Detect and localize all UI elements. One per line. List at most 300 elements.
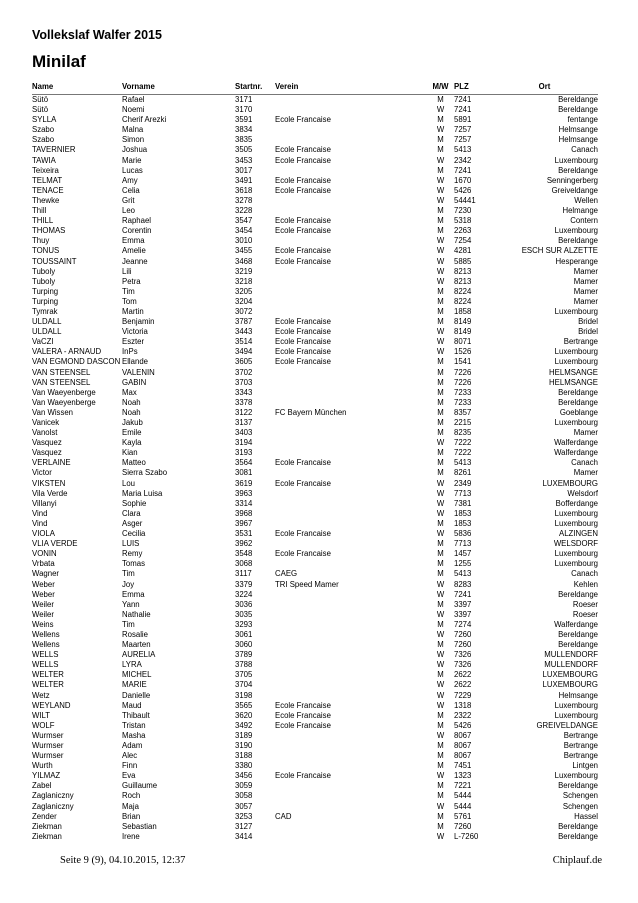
cell-ort: Walferdange <box>554 448 598 458</box>
cell-name: WELTER <box>32 680 64 690</box>
cell-plz: 7233 <box>454 397 472 407</box>
cell-startnr: 3061 <box>235 629 253 639</box>
cell-name: Teixeira <box>32 165 59 175</box>
cell-startnr: 3605 <box>235 357 253 367</box>
cell-name: Vanolst <box>32 428 58 438</box>
cell-startnr: 3443 <box>235 327 253 337</box>
cell-name: Vanicek <box>32 418 60 427</box>
cell-startnr: 3962 <box>235 539 253 549</box>
cell-mw: M <box>437 549 444 559</box>
cell-name: VAN STEENSEL <box>32 377 91 387</box>
cell-plz: 7260 <box>454 821 472 831</box>
cell-vorname: Masha <box>122 730 146 740</box>
cell-vorname: Maja <box>122 801 139 811</box>
cell-mw: M <box>437 165 444 175</box>
cell-vorname: Sophie <box>122 498 147 508</box>
cell-vorname: Alec <box>122 751 138 761</box>
cell-name: WOLF <box>32 720 55 730</box>
table-row <box>32 650 598 660</box>
cell-mw: W <box>436 700 445 710</box>
cell-plz: 1853 <box>454 508 472 518</box>
table-row <box>32 519 598 529</box>
table-row <box>32 287 598 297</box>
cell-startnr: 3789 <box>235 650 253 660</box>
cell-name: Thill <box>32 206 47 216</box>
cell-mw: W <box>436 730 445 740</box>
cell-verein: Ecole Francaise <box>275 549 331 559</box>
cell-startnr: 3468 <box>235 256 253 266</box>
cell-mw: W <box>436 276 445 286</box>
cell-name: Vasquez <box>32 438 62 448</box>
cell-plz: 2215 <box>454 418 472 427</box>
table-row <box>32 489 598 499</box>
cell-verein: Ecole Francaise <box>275 357 331 367</box>
cell-mw: M <box>437 206 444 216</box>
cell-mw: M <box>437 95 444 104</box>
table-row <box>32 670 598 680</box>
cell-startnr: 3010 <box>235 236 253 246</box>
cell-verein: CAEG <box>275 569 298 579</box>
column-header-startnr: Startnr. <box>232 80 275 95</box>
cell-vorname: Jeanne <box>122 256 148 266</box>
cell-mw: M <box>437 367 444 377</box>
cell-plz: 5761 <box>454 811 472 821</box>
cell-mw: M <box>437 286 444 296</box>
table-row <box>32 257 598 267</box>
cell-verein: Ecole Francaise <box>275 145 331 155</box>
cell-name: Turping <box>32 296 59 306</box>
cell-verein <box>275 105 427 115</box>
cell-name: Wurmser <box>32 751 64 761</box>
cell-name: Szabo <box>32 135 55 145</box>
cell-name: Wetz <box>32 690 50 700</box>
table-row <box>32 317 598 327</box>
cell-plz: 2622 <box>454 680 472 690</box>
table-row <box>32 388 598 398</box>
cell-verein <box>275 559 427 569</box>
cell-name: Weins <box>32 619 54 629</box>
cell-vorname: LYRA <box>122 660 142 670</box>
cell-mw: M <box>437 407 444 417</box>
cell-mw: M <box>437 569 444 579</box>
cell-name: WEYLAND <box>32 700 71 710</box>
cell-name: TAWIA <box>32 155 56 165</box>
cell-vorname: Joy <box>122 579 135 589</box>
cell-startnr: 3591 <box>235 115 253 125</box>
table-row <box>32 468 598 478</box>
cell-ort: ESCH SUR ALZETTE <box>521 246 598 256</box>
table-row <box>32 791 598 801</box>
cell-plz: 5891 <box>454 115 472 125</box>
cell-startnr: 3564 <box>235 458 253 468</box>
cell-ort: Kehlen <box>573 579 598 589</box>
cell-plz: 7274 <box>454 619 472 629</box>
cell-startnr: 3491 <box>235 175 253 185</box>
cell-mw: W <box>436 236 445 246</box>
cell-mw: M <box>437 710 444 720</box>
cell-startnr: 3378 <box>235 397 253 407</box>
cell-ort: Luxembourg <box>554 518 598 528</box>
cell-plz: 7257 <box>454 125 472 135</box>
cell-vorname: Petra <box>122 276 141 286</box>
cell-vorname: Simon <box>122 135 145 145</box>
cell-verein <box>275 670 427 680</box>
cell-name: Wurmser <box>32 730 64 740</box>
cell-vorname: Danielle <box>122 690 151 700</box>
cell-plz: 2349 <box>454 478 472 488</box>
cell-name: VIOLA <box>32 529 55 539</box>
cell-vorname: Cherif Arezki <box>122 115 167 125</box>
table-row <box>32 620 598 630</box>
cell-startnr: 3068 <box>235 559 253 569</box>
table-row <box>32 832 598 842</box>
cell-startnr: 3705 <box>235 670 253 680</box>
table-row <box>32 761 598 771</box>
cell-verein <box>275 509 427 519</box>
cell-mw: W <box>436 478 445 488</box>
cell-plz: 1526 <box>454 347 472 357</box>
cell-startnr: 3035 <box>235 609 253 619</box>
cell-ort: Schengen <box>562 801 598 811</box>
cell-plz: 3397 <box>454 609 472 619</box>
cell-startnr: 3454 <box>235 226 253 236</box>
cell-vorname: Sierra Szabo <box>122 468 168 478</box>
cell-plz: 7222 <box>454 438 472 448</box>
cell-ort: Mamer <box>573 296 598 306</box>
cell-startnr: 3702 <box>235 367 253 377</box>
cell-plz: 8213 <box>454 266 472 276</box>
cell-ort: Lintgen <box>572 761 598 771</box>
cell-vorname: Max <box>122 387 137 397</box>
cell-ort: Roeser <box>572 609 598 619</box>
cell-name: Sütö <box>32 95 49 104</box>
table-row <box>32 529 598 539</box>
cell-ort: Mamer <box>573 276 598 286</box>
cell-vorname: Kayla <box>122 438 142 448</box>
column-header-vorname: Vorname <box>122 80 232 95</box>
cell-ort: Bereldange <box>558 640 598 650</box>
table-row <box>32 357 598 367</box>
cell-ort: Schengen <box>562 791 598 801</box>
cell-mw: M <box>437 670 444 680</box>
cell-ort: Bridel <box>578 327 598 337</box>
cell-plz: L-7260 <box>454 831 479 841</box>
cell-name: Vasquez <box>32 448 62 458</box>
cell-name: ULDALL <box>32 327 62 337</box>
cell-vorname: Matteo <box>122 458 146 468</box>
cell-ort: Mamer <box>573 428 598 438</box>
cell-ort: Bereldange <box>558 387 598 397</box>
cell-ort: fentange <box>567 115 598 125</box>
cell-plz: 5426 <box>454 720 472 730</box>
table-body <box>32 95 598 842</box>
cell-plz: 7381 <box>454 498 472 508</box>
cell-mw: W <box>436 690 445 700</box>
cell-startnr: 3379 <box>235 579 253 589</box>
cell-mw: M <box>437 468 444 478</box>
cell-verein <box>275 388 427 398</box>
table-row <box>32 549 598 559</box>
table-row <box>32 307 598 317</box>
cell-mw: W <box>436 488 445 498</box>
cell-plz: 8357 <box>454 407 472 417</box>
cell-verein: Ecole Francaise <box>275 185 331 195</box>
cell-plz: 8071 <box>454 337 472 347</box>
cell-vorname: Tim <box>122 619 135 629</box>
cell-vorname: Emma <box>122 236 145 246</box>
cell-mw: M <box>437 821 444 831</box>
cell-plz: 1318 <box>454 700 472 710</box>
cell-name: TONUS <box>32 246 60 256</box>
cell-mw: W <box>436 508 445 518</box>
cell-mw: M <box>437 741 444 750</box>
cell-startnr: 3127 <box>235 821 253 831</box>
cell-mw: W <box>436 660 445 670</box>
cell-plz: 5426 <box>454 185 472 195</box>
cell-verein: Ecole Francaise <box>275 720 331 730</box>
cell-name: Wurmser <box>32 741 64 750</box>
cell-plz: 7326 <box>454 650 472 660</box>
cell-vorname: Grit <box>122 195 135 205</box>
cell-vorname: Roch <box>122 791 141 801</box>
cell-mw: M <box>437 599 444 609</box>
cell-name: Zender <box>32 811 57 821</box>
cell-vorname: Joshua <box>122 145 148 155</box>
cell-mw: W <box>436 771 445 781</box>
cell-plz: 8149 <box>454 317 472 327</box>
table-row <box>32 509 598 519</box>
table-row <box>32 428 598 438</box>
cell-mw: W <box>436 246 445 256</box>
cell-name: WILT <box>32 710 51 720</box>
table-row <box>32 206 598 216</box>
cell-verein <box>275 781 427 791</box>
cell-startnr: 3704 <box>235 680 253 690</box>
cell-name: Vind <box>32 518 48 528</box>
table-row <box>32 812 598 822</box>
cell-vorname: Noah <box>122 407 141 417</box>
cell-verein: Ecole Francaise <box>275 175 331 185</box>
cell-name: Weiler <box>32 599 54 609</box>
table-row <box>32 630 598 640</box>
cell-verein: Ecole Francaise <box>275 246 331 256</box>
cell-ort: Luxembourg <box>554 306 598 316</box>
cell-verein <box>275 468 427 478</box>
table-row <box>32 479 598 489</box>
table-row <box>32 418 598 428</box>
cell-vorname: MICHEL <box>122 670 152 680</box>
cell-startnr: 3218 <box>235 276 253 286</box>
cell-plz: 4281 <box>454 246 472 256</box>
table-row <box>32 408 598 418</box>
cell-mw: W <box>436 629 445 639</box>
cell-name: VIKSTEN <box>32 478 66 488</box>
cell-verein: Ecole Francaise <box>275 337 331 347</box>
cell-ort: MULLENDORF <box>544 660 598 670</box>
cell-verein <box>275 428 427 438</box>
cell-plz: 7226 <box>454 367 472 377</box>
cell-ort: Bertrange <box>563 741 598 750</box>
table-row <box>32 590 598 600</box>
cell-verein: Ecole Francaise <box>275 216 331 226</box>
cell-mw: W <box>436 125 445 135</box>
cell-startnr: 3403 <box>235 428 253 438</box>
cell-vorname: Rosalie <box>122 629 149 639</box>
cell-ort: Walferdange <box>554 438 598 448</box>
table-row <box>32 751 598 761</box>
cell-plz: 54441 <box>454 195 476 205</box>
cell-name: Szabo <box>32 125 55 135</box>
cell-ort: Roeser <box>572 599 598 609</box>
cell-mw: W <box>436 438 445 448</box>
cell-ort: Welsdorf <box>567 488 598 498</box>
cell-plz: 2342 <box>454 155 472 165</box>
cell-ort: HELMSANGE <box>549 367 598 377</box>
cell-verein <box>275 206 427 216</box>
cell-verein: CAD <box>275 811 292 821</box>
cell-verein: FC Bayern München <box>275 407 347 417</box>
cell-verein: Ecole Francaise <box>275 155 331 165</box>
table-row <box>32 95 598 106</box>
cell-name: WELTER <box>32 670 64 680</box>
cell-mw: M <box>437 448 444 458</box>
table-row <box>32 267 598 277</box>
cell-verein <box>275 368 427 378</box>
cell-vorname: Jakub <box>122 418 143 427</box>
cell-startnr: 3453 <box>235 155 253 165</box>
cell-startnr: 3198 <box>235 690 253 700</box>
cell-name: VAN STEENSEL <box>32 367 91 377</box>
cell-ort: Senningerberg <box>546 175 598 185</box>
cell-mw: M <box>437 317 444 327</box>
table-header-row <box>32 80 598 95</box>
cell-mw: M <box>437 559 444 569</box>
cell-name: Sütö <box>32 105 49 115</box>
cell-ort: Luxembourg <box>554 226 598 236</box>
cell-vorname: GABIN <box>122 377 147 387</box>
table-row <box>32 105 598 115</box>
cell-startnr: 3060 <box>235 640 253 650</box>
cell-plz: 7257 <box>454 135 472 145</box>
cell-vorname: InPs <box>122 347 138 357</box>
cell-startnr: 3194 <box>235 438 253 448</box>
cell-name: VONIN <box>32 549 57 559</box>
cell-startnr: 3548 <box>235 549 253 559</box>
cell-verein <box>275 802 427 812</box>
table-row <box>32 458 598 468</box>
table-row <box>32 145 598 155</box>
cell-mw: W <box>436 105 445 115</box>
cell-plz: 7241 <box>454 95 472 104</box>
cell-ort: Bertrange <box>563 337 598 347</box>
cell-startnr: 3834 <box>235 125 253 135</box>
cell-startnr: 3547 <box>235 216 253 226</box>
cell-plz: 1853 <box>454 518 472 528</box>
cell-vorname: MARIE <box>122 680 147 690</box>
cell-mw: M <box>437 296 444 306</box>
cell-name: Thuy <box>32 236 50 246</box>
cell-vorname: Marie <box>122 155 142 165</box>
cell-plz: 1858 <box>454 306 472 316</box>
cell-startnr: 3619 <box>235 478 253 488</box>
cell-startnr: 3058 <box>235 791 253 801</box>
cell-verein: TRI Speed Mamer <box>275 579 339 589</box>
column-header-verein: Verein <box>275 80 427 95</box>
cell-startnr: 3967 <box>235 518 253 528</box>
cell-verein <box>275 499 427 509</box>
cell-ort: Mamer <box>573 286 598 296</box>
cell-plz: 1255 <box>454 559 472 569</box>
cell-mw: M <box>437 428 444 438</box>
cell-mw: M <box>437 458 444 468</box>
cell-name: VaCZI <box>32 337 54 347</box>
cell-ort: Wellen <box>574 195 598 205</box>
cell-startnr: 3224 <box>235 589 253 599</box>
cell-ort: Bereldange <box>558 105 598 115</box>
cell-name: Weber <box>32 579 55 589</box>
cell-name: Turping <box>32 286 59 296</box>
cell-vorname: Emile <box>122 428 142 438</box>
cell-startnr: 3122 <box>235 407 253 417</box>
cell-startnr: 3072 <box>235 306 253 316</box>
cell-plz: 7233 <box>454 387 472 397</box>
cell-verein <box>275 489 427 499</box>
cell-verein: Ecole Francaise <box>275 256 331 266</box>
cell-vorname: Guillaume <box>122 781 158 791</box>
cell-name: Zaglaniczny <box>32 801 74 811</box>
table-row <box>32 347 598 357</box>
cell-startnr: 3253 <box>235 811 253 821</box>
cell-startnr: 3017 <box>235 165 253 175</box>
cell-ort: Mamer <box>573 266 598 276</box>
cell-verein <box>275 630 427 640</box>
cell-mw: M <box>437 811 444 821</box>
cell-name: Villanyi <box>32 498 57 508</box>
table-row <box>32 721 598 731</box>
cell-plz: 8067 <box>454 751 472 761</box>
cell-mw: W <box>436 801 445 811</box>
cell-ort: Luxembourg <box>554 549 598 559</box>
cell-vorname: Victoria <box>122 327 148 337</box>
cell-verein: Ecole Francaise <box>275 700 331 710</box>
cell-name: VLIA VERDE <box>32 539 78 549</box>
cell-plz: 7241 <box>454 105 472 115</box>
cell-startnr: 3170 <box>235 105 253 115</box>
cell-verein <box>275 650 427 660</box>
table-row <box>32 580 598 590</box>
cell-vorname: Leo <box>122 206 136 216</box>
cell-plz: 1323 <box>454 771 472 781</box>
cell-verein <box>275 95 427 106</box>
cell-startnr: 3514 <box>235 337 253 347</box>
cell-startnr: 3171 <box>235 95 253 104</box>
cell-name: Tuboly <box>32 266 56 276</box>
cell-ort: Canach <box>571 458 598 468</box>
cell-name: Tuboly <box>32 276 56 286</box>
table-row <box>32 337 598 347</box>
table-row <box>32 822 598 832</box>
cell-plz: 8224 <box>454 286 472 296</box>
cell-plz: 7713 <box>454 539 472 549</box>
brand-label: Chiplauf.de <box>552 855 602 866</box>
cell-startnr: 3059 <box>235 781 253 791</box>
cell-mw: M <box>437 377 444 387</box>
table-row <box>32 539 598 549</box>
table-row <box>32 166 598 176</box>
cell-verein <box>275 125 427 135</box>
cell-mw: W <box>436 579 445 589</box>
cell-vorname: Yann <box>122 599 140 609</box>
